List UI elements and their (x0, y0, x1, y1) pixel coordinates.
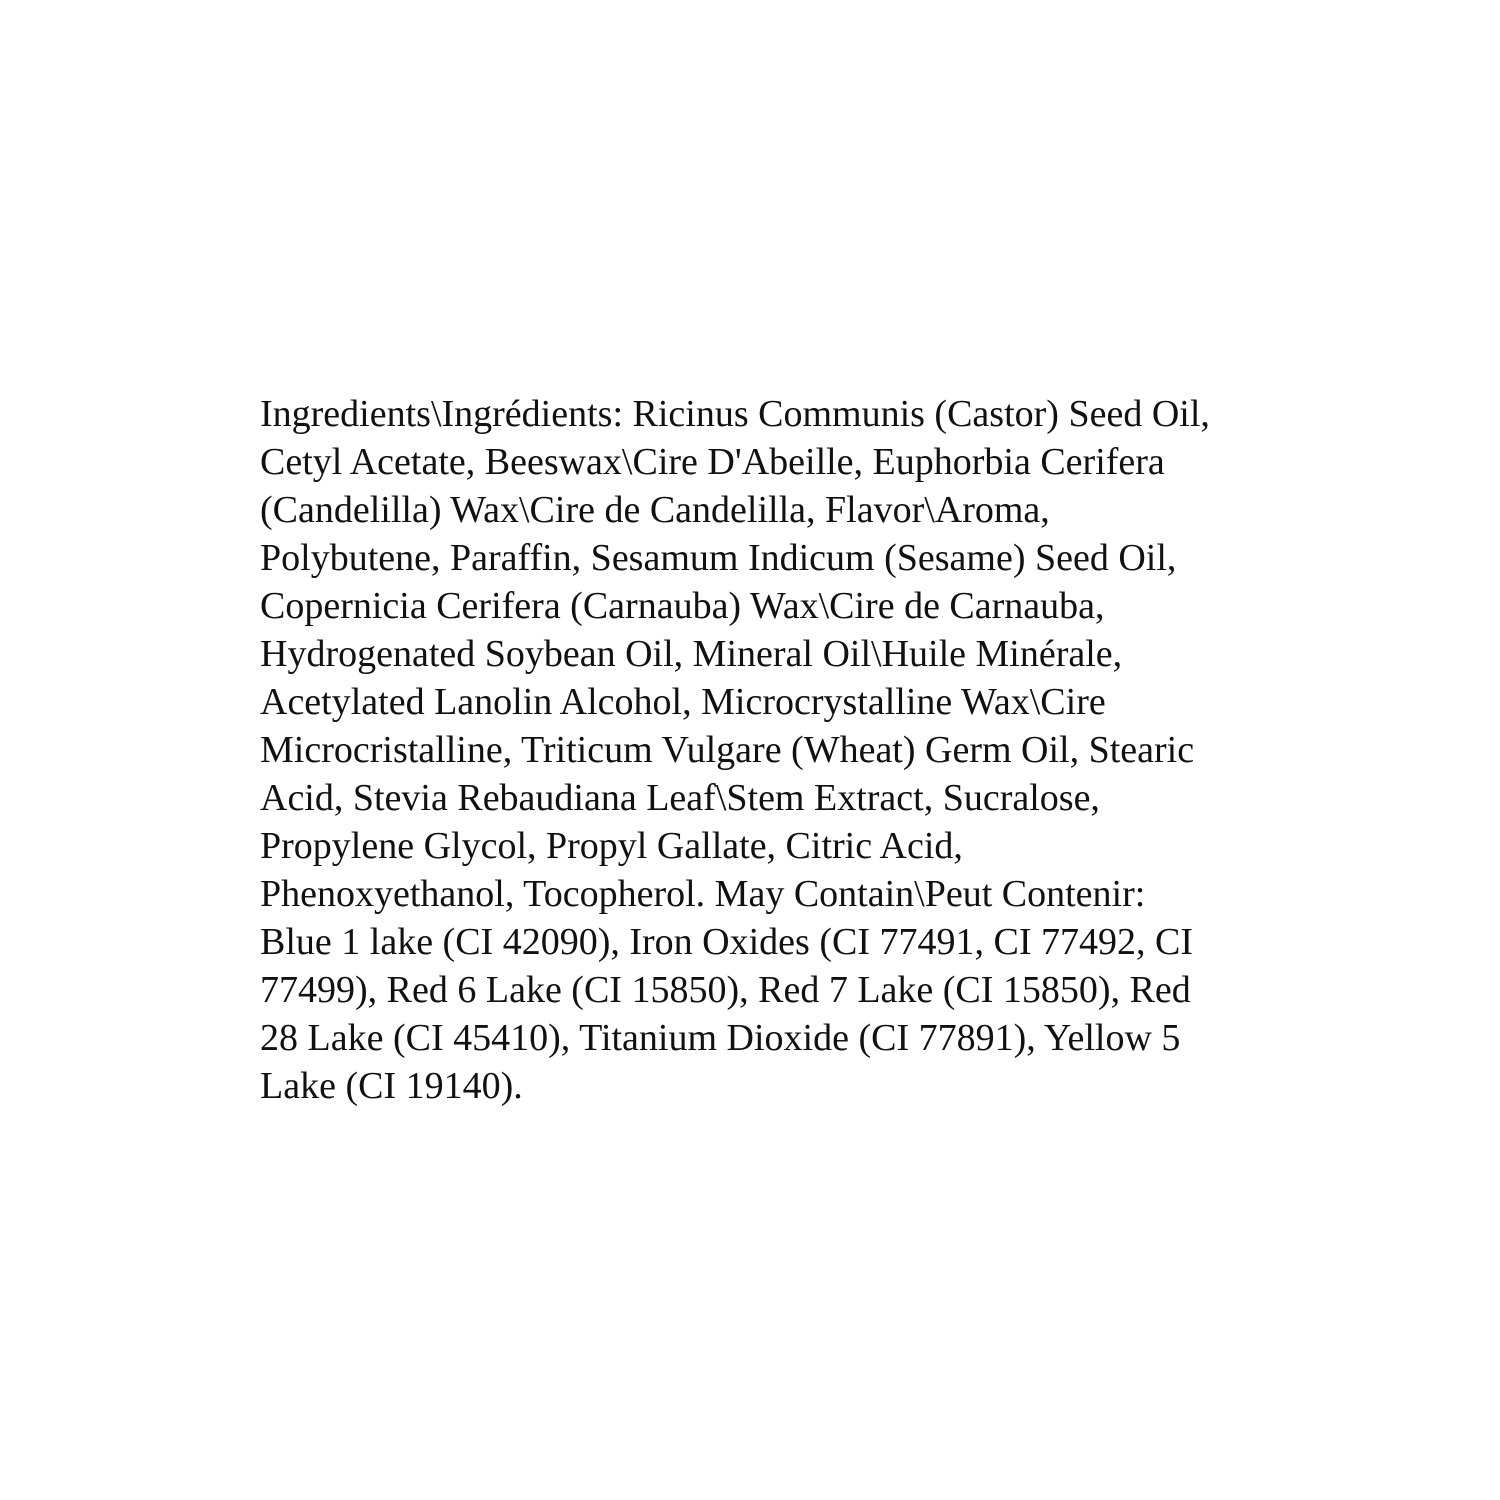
ingredients-line: Hydrogenated Soybean Oil, Mineral Oil\Huile Minérale, (260, 633, 1123, 675)
ingredients-line: Phenoxyethanol, Tocopherol. May Contain\Peut Contenir: (260, 873, 1146, 915)
ingredients-line: Acid, Stevia Rebaudiana Leaf\Stem Extract, Sucralose, (260, 777, 1100, 819)
ingredients-line: 28 Lake (CI 45410), Titanium Dioxide (CI 77891), Yellow 5 (260, 1017, 1181, 1059)
ingredients-line: (Candelilla) Wax\Cire de Candelilla, Flavor\Aroma, (260, 489, 1050, 531)
ingredients-line: Acetylated Lanolin Alcohol, Microcrystalline Wax\Cire (260, 681, 1106, 723)
ingredients-line: Ingredients\Ingrédients: Ricinus Communis (Castor) Seed Oil, (260, 393, 1210, 435)
ingredients-text (260, 390, 1260, 1110)
ingredients-line: Cetyl Acetate, Beeswax\Cire D'Abeille, Euphorbia Cerifera (260, 441, 1165, 483)
ingredients-line: Microcristalline, Triticum Vulgare (Wheat) Germ Oil, Stearic (260, 729, 1195, 771)
ingredients-line: Lake (CI 19140). (260, 1065, 523, 1107)
ingredients-line: Blue 1 lake (CI 42090), Iron Oxides (CI 77491, CI 77492, CI (260, 921, 1193, 963)
ingredients-line: Propylene Glycol, Propyl Gallate, Citric Acid, (260, 825, 963, 867)
ingredients-line: Copernicia Cerifera (Carnauba) Wax\Cire de Carnauba, (260, 585, 1105, 627)
ingredients-line: Polybutene, Paraffin, Sesamum Indicum (Sesame) Seed Oil, (260, 537, 1177, 579)
ingredients-line: 77499), Red 6 Lake (CI 15850), Red 7 Lake (CI 15850), Red (260, 969, 1191, 1011)
